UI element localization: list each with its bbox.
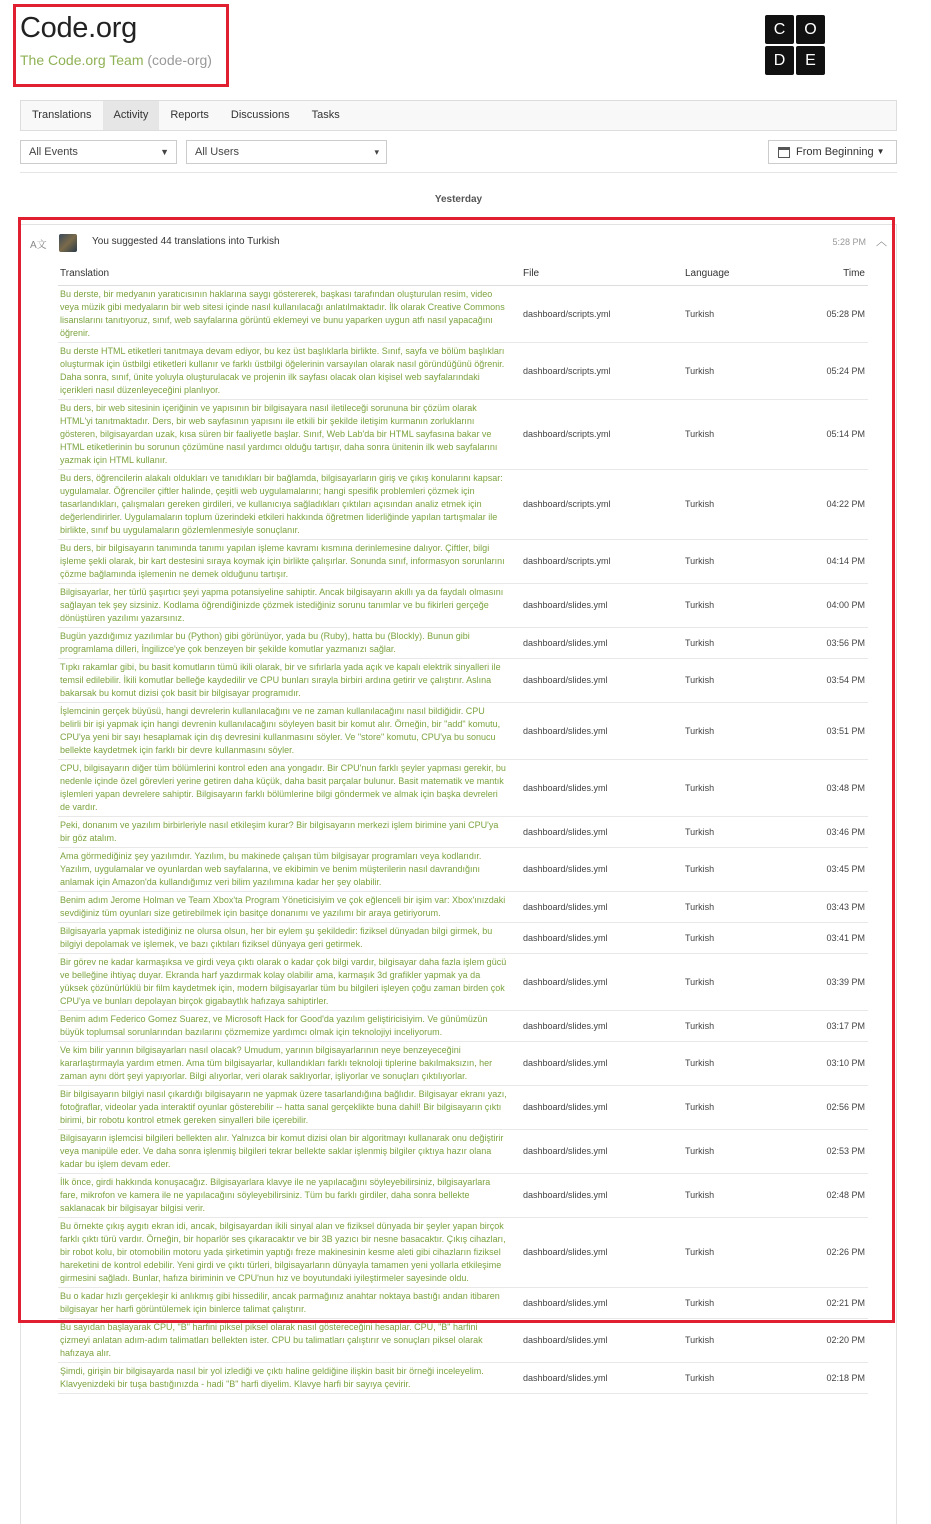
table-row[interactable] [58,342,868,399]
translation-text-cell[interactable]: Tıpkı rakamlar gibi, bu basit komutların tümü ikili olarak, bir ve sıfırlarla yada açık ve kapalı elektrik sinyalleri ile temsil edilebilir. İkili komutlar belleğe kaydedilir ve CPU bunları sırayla birbiri ardına getirir ve çalıştırır. Aslına bakarsak bu komut dizisi çok basit bir bilgisayar programıdır. [58,658,521,702]
table-row[interactable] [58,1041,868,1085]
time-cell: 03:39 PM [783,953,868,1010]
time-cell: 04:22 PM [783,469,868,539]
table-row[interactable] [58,539,868,583]
activity-time: 5:28 PM [832,237,866,247]
language-cell: Turkish [683,583,783,627]
language-cell: Turkish [683,1217,783,1287]
time-cell: 02:53 PM [783,1129,868,1173]
file-cell: dashboard/slides.yml [521,583,683,627]
activity-item-header[interactable] [21,225,896,259]
events-filter-value: All Events [29,146,78,158]
table-row[interactable] [58,1217,868,1287]
calendar-icon [778,147,790,158]
language-cell: Turkish [683,1173,783,1217]
translation-text-cell[interactable]: Peki, donanım ve yazılım birbirleriyle nasıl etkileşim kurar? Bir bilgisayarın merkezi işlem birimine yani CPU'ya bir göz atalım. [58,816,521,847]
collapse-chevron-icon[interactable]: ︿ [876,236,887,248]
language-cell: Turkish [683,1041,783,1085]
file-cell: dashboard/slides.yml [521,816,683,847]
file-cell: dashboard/slides.yml [521,1129,683,1173]
file-cell: dashboard/slides.yml [521,953,683,1010]
language-cell: Turkish [683,1085,783,1129]
date-range-button[interactable] [768,140,897,164]
time-cell: 04:00 PM [783,583,868,627]
time-cell: 03:45 PM [783,847,868,891]
activity-summary: You suggested 44 translations into Turkish [92,236,280,247]
translation-text-cell[interactable]: Bu ders, bir web sitesinin içeriğinin ve yapısının bir bilgisayara nasıl iletileceği sorununa bir çözüm olarak HTML'yi tanıtmaktadır. Ders, bir web sayfasının yapısını ile etkili bir şekilde iletişim kurmanın zorluklarını gösteren, bilgisayardan uzak, kısa süren bir faaliyetle başlar. Sınıf, Web Lab'da bir HTML sayfasına bakar ve HTML etiketlerinin bu sorunun çözümüne nasıl yardımcı olduğu tartışır, daha sonra ünitenin ilk web sayfalarını yazmak için HTML kullanır. [58,399,521,469]
tab-translations[interactable]: Translations [32,109,92,121]
file-cell: dashboard/scripts.yml [521,539,683,583]
time-cell: 02:20 PM [783,1318,868,1362]
column-header-translation: Translation [58,265,521,285]
team-slug: (code-org) [147,52,212,68]
column-header-file: File [521,265,683,285]
project-title: Code.org [20,12,137,44]
table-row[interactable] [58,816,868,847]
translation-text-cell[interactable]: Bu ders, öğrencilerin alakalı oldukları ve tanıdıkları bir bağlamda, bilgisayarların giriş ve çıkış konularını kapsar: uygulamalar. Öğrenciler çiftler halinde, çeşitli web uygulamalarını; hangi spesifik problemleri çözmek için tasarlandıkları, çalışmaları gereken girdileri, ve kullanıcıya sağladıkları çıktıları açısından analiz etmek için değerlendirirler. Uygulamaların toplum üzerindeki etkileri hakkında öğretmen liderliğinde yapılan tartışmalar ile birlikte, sınıf bu uygulamaların gözlemlenmesiyle sonuçlanır. [58,469,521,539]
language-cell: Turkish [683,627,783,658]
file-cell: dashboard/slides.yml [521,847,683,891]
language-cell: Turkish [683,953,783,1010]
language-cell: Turkish [683,891,783,922]
time-cell: 04:14 PM [783,539,868,583]
translation-text-cell[interactable]: Ama görmediğiniz şey yazılımdır. Yazılım, bu makinede çalışan tüm bilgisayar programları veya kodlarıdır. Yazılım, uygulamalar ve oyunlardan web sayfalarına, ve ekibimin ve benim müşterilerin nasıl davrandığını anlamak için Amazon'da kullandığımız veri bilim yazılımına kadar her şey olabilir. [58,847,521,891]
table-row[interactable] [58,1173,868,1217]
table-row[interactable] [58,1287,868,1318]
table-row[interactable] [58,399,868,469]
table-row[interactable] [58,583,868,627]
table-row[interactable] [58,1362,868,1393]
file-cell: dashboard/slides.yml [521,1085,683,1129]
table-row[interactable] [58,953,868,1010]
language-cell: Turkish [683,1287,783,1318]
users-filter-value: All Users [195,146,240,158]
translation-text-cell[interactable]: Bu sayıdan başlayarak CPU, "B" harfini piksel piksel olarak nasıl göstereceğini hesaplar. CPU, "B" harfini çizmeyi anlatan adım-adım talimatları bellekten ister. CPU bu talimatları çalıştırır ve sonuçları piksel olarak hafızaya alır. [58,1318,521,1362]
time-cell: 02:18 PM [783,1362,868,1393]
language-cell: Turkish [683,1129,783,1173]
translation-text-cell[interactable]: Bilgisayarın işlemcisi bilgileri bellekten alır. Yalnızca bir komut dizisi olan bir algoritmayı kullanarak onu değiştirir veya manipüle eder. Ve daha sonra işlenmiş bilgileri tekrar bellekte saklar işlenmiş bilgiler çıktıya hazır olana kadar bu işlem devam eder. [58,1129,521,1173]
translate-icon: A文 [30,240,47,251]
file-cell: dashboard/scripts.yml [521,342,683,399]
time-cell: 02:26 PM [783,1217,868,1287]
translation-text-cell[interactable]: Bu örnekte çıkış aygıtı ekran idi, ancak, bilgisayardan ikili sinyal alan ve fiziksel dünyada bir şeyler yapan birçok farklı çıktı türü vardır. Örneğin, bir hoparlör ses çıkaracaktır ve bir 3B yazıcı bir nesne basacaktır. Çıkış cihazları, bir robot kolu, bir otomobilin motoru yada şirketimin yaptığı freze makinesinin kesme aleti gibi cihazların fiziksel hareketini de kontrol edebilir. Yeni girdi ve çıktı türleri, bilgisayarların dünyayla tamamen yeni yollarla etkileşime girmesini sağladı. Bunlar, hafıza biriminin ve CPU'nun hız ve boyutundaki iyileştirmeler sayesinde oldu. [58,1217,521,1287]
file-cell: dashboard/scripts.yml [521,469,683,539]
time-cell: 03:17 PM [783,1010,868,1041]
logo-letter: D [765,46,794,75]
time-cell: 05:28 PM [783,285,868,342]
events-filter-select[interactable] [20,140,177,164]
time-cell: 03:10 PM [783,1041,868,1085]
table-row[interactable] [58,1129,868,1173]
column-header-time: Time [783,265,868,285]
time-cell: 02:48 PM [783,1173,868,1217]
project-tabs [20,100,897,131]
logo-letter: O [796,15,825,44]
time-cell: 03:48 PM [783,759,868,816]
time-cell: 02:21 PM [783,1287,868,1318]
activity-item [20,224,897,1524]
translation-text-cell[interactable]: Bir görev ne kadar karmaşıksa ve girdi veya çıktı olarak o kadar çok bilgi vardır, bilgisayar daha fazla işlem gücü ve belleğine ihtiyaç duyar. Ekranda harf yazdırmak kolay olabilir ama, karmaşık 3d grafikler yapmak ya da yüksek çözünürlüklü bir film kaydetmek için, modern bilgisayarlar tüm bu bilgileri işleyen çoğu zaman birden çok CPU'ya ve bunları depolayan birçok gigabaytlık hafızaya sahiptirler. [58,953,521,1010]
translation-text-cell[interactable]: Bugün yazdığımız yazılımlar bu (Python) gibi görünüyor, yada bu (Ruby), hatta bu (Blockly). Bunun gibi programlama dilleri, İngilizce'ye çok benzeyen bir şekilde komutlar yazmanızı sağlar. [58,627,521,658]
table-row[interactable] [58,658,868,702]
file-cell: dashboard/slides.yml [521,1010,683,1041]
translation-text-cell[interactable]: Benim adım Jerome Holman ve Team Xbox'ta Program Yöneticisiyim ve çok eğlenceli bir işim var: Xbox'ınızdaki sevdiğiniz tüm oyunları size getirebilmek için basitçe donanımı ve yazılımı bir araya getiriyorum. [58,891,521,922]
team-link[interactable] [20,52,212,68]
language-cell: Turkish [683,702,783,759]
column-header-language: Language [683,265,783,285]
date-group-header: Yesterday [434,194,483,205]
time-cell: 03:46 PM [783,816,868,847]
language-cell: Turkish [683,922,783,953]
file-cell: dashboard/slides.yml [521,759,683,816]
table-row[interactable] [58,1318,868,1362]
divider [20,172,897,173]
table-row[interactable] [58,891,868,922]
translations-table-body [58,285,868,1393]
tab-tasks[interactable]: Tasks [311,109,340,121]
table-row[interactable] [58,759,868,816]
language-cell: Turkish [683,1318,783,1362]
time-cell: 03:41 PM [783,922,868,953]
translation-text-cell[interactable]: Bu o kadar hızlı gerçekleşir ki anlıkmış gibi hissedilir, ancak parmağınız anahtar noktaya bastığı andan itibaren bilgisayar her harfi görüntülemek için binlerce talimat çalıştırır. [58,1287,521,1318]
table-row[interactable] [58,702,868,759]
translation-text-cell[interactable]: Bilgisayarla yapmak istediğiniz ne olursa olsun, her bir eylem şu şekildedir: fiziksel dünyadan bilgi girmek, bu bilgiyi depolamak ve işlemek, ve bazı çıktıları fiziksel dünyaya geri getirmek. [58,922,521,953]
time-cell: 03:56 PM [783,627,868,658]
time-cell: 03:51 PM [783,702,868,759]
translation-text-cell[interactable]: Benim adım Federico Gomez Suarez, ve Microsoft Hack for Good'da yazılım geliştiricisiyim. Ve günümüzün büyük toplumsal sorunlarından bazılarını çözmemize yardımcı olmak için teknolojiyi inceliyorum. [58,1010,521,1041]
team-name[interactable]: The Code.org Team [20,52,144,68]
file-cell: dashboard/slides.yml [521,922,683,953]
file-cell: dashboard/slides.yml [521,702,683,759]
file-cell: dashboard/scripts.yml [521,399,683,469]
language-cell: Turkish [683,285,783,342]
time-cell: 02:56 PM [783,1085,868,1129]
file-cell: dashboard/slides.yml [521,658,683,702]
translation-text-cell[interactable]: Bu ders, bir bilgisayarın tanımında tanımı yapılan işleme kavramı kısmına derinlemesine dalıyor. Çiftler, bilgi işleme şekli olarak, bir kart destesini sıraya koymak için birlikte çalışırlar. Sonunda sınıf, informasyon sorunlarını çözme bağlamında işlemenin ne demek olduğunu tartışır. [58,539,521,583]
time-cell: 05:24 PM [783,342,868,399]
tab-activity[interactable]: Activity [103,101,160,130]
translation-text-cell[interactable]: Şimdi, girişin bir bilgisayarda nasıl bir yol izlediği ve çıktı haline geldiğine ilişkin basit bir örneği inceleyelim. Klavyenizdeki bir tuşa bastığınızda - hadi "B" harfi diyelim. Klavye harfi bir sayıya çevirir. [58,1362,521,1393]
language-cell: Turkish [683,1010,783,1041]
caret-down-icon: ▼ [876,147,885,156]
tab-reports[interactable]: Reports [170,109,209,121]
dropdown-arrow-icon: ▾ [374,147,379,157]
translation-text-cell[interactable]: Bu derste HTML etiketleri tanıtmaya devam ediyor, bu kez üst başlıklarla birlikte. Sınıf, sayfa ve bölüm başlıkları oluşturmak için üstbilgi etiketleri kullanır ve farklı üstbilgi öğelerinin varsayılan olarak nasıl göründüğünü öğrenir. Daha sonra, sınıf, ünite yoluyla oluşturulacak ve projenin ilk sayfası olacak olan kişisel web sayfalarındaki içerikleri nasıl düzenleyeceğini planlıyor. [58,342,521,399]
file-cell: dashboard/slides.yml [521,891,683,922]
table-row[interactable] [58,469,868,539]
table-row[interactable] [58,627,868,658]
translation-text-cell[interactable]: Bir bilgisayarın bilgiyi nasıl çıkardığı bilgisayarın ne yapmak üzere tasarlandığına bağlıdır. Bilgisayar ekranı yazı, fotoğraflar, videolar yada interaktif oyunlar gösterebilir -- hatta sanal gerçeklikte buna dahil! Bir bilgisayarın çıktı birimi, bir robotu kontrol etmek gereken sinyalleri bile içerebilir. [58,1085,521,1129]
dropdown-arrow-icon: ▼ [160,147,169,157]
language-cell: Turkish [683,847,783,891]
translation-text-cell[interactable]: İlk önce, girdi hakkında konuşacağız. Bilgisayarlara klavye ile ne yapılacağını söyleyebilirsiniz, bilgisayarlara fare, mikrofon ve kamera ile ne yapılacağını söyleyebilirsiniz. Tüm bu farklı girdiler, daha sonra bellekte saklanacak bir bilgisayar bilgisi verir. [58,1173,521,1217]
logo-letter: E [796,46,825,75]
time-cell: 03:54 PM [783,658,868,702]
translation-text-cell[interactable]: Ve kim bilir yarının bilgisayarları nasıl olacak? Umudum, yarının bilgisayarlarının neye benzeyeceğini kararlaştırmayla yardım etmen. Ama tüm bilgisayarlar, kullandıkları farklı teknoloji tiplerine bakılmaksızın, her zaman aynı dört şeyi yapıyorlar. Bilgi alıyorlar, veri olarak saklıyorlar, işliyorlar ve sonuçları çıktılıyorlar. [58,1041,521,1085]
translation-text-cell[interactable]: CPU, bilgisayarın diğer tüm bölümlerini kontrol eden ana yongadır. Bir CPU'nun farklı şeyler yapması gerekir, bu nedenle içinde özel görevleri yerine getiren daha küçük, daha basit parçalar bulunur. Basit matematik ve mantık işlemleri yapan devrelere sahiptir. Bilgisayarın farklı bölümlerine bilgi göndermek ve almak için başka devreleri de vardır. [58,759,521,816]
table-row[interactable] [58,1085,868,1129]
date-range-label: From Beginning [796,146,874,158]
table-row[interactable] [58,922,868,953]
avatar [59,234,77,252]
table-row[interactable] [58,1010,868,1041]
file-cell: dashboard/slides.yml [521,1318,683,1362]
language-cell: Turkish [683,399,783,469]
file-cell: dashboard/slides.yml [521,1287,683,1318]
translation-text-cell[interactable]: Bu derste, bir medyanın yaratıcısının haklarına saygı göstererek, başkası tarafından oluşturulan resim, video veya müzik gibi medyaların bir web sitesi içinde nasıl kullanılacağı anlatılmaktadır. İlk olarak Creative Commons lisanslarını tanıtıyoruz, sınıf, web sayfalarına görüntü eklemeyi ve bunu yaparken uygun atfı nasıl yapacağını öğrenir. [58,285,521,342]
language-cell: Turkish [683,658,783,702]
time-cell: 05:14 PM [783,399,868,469]
file-cell: dashboard/slides.yml [521,1217,683,1287]
file-cell: dashboard/slides.yml [521,1041,683,1085]
language-cell: Turkish [683,759,783,816]
file-cell: dashboard/slides.yml [521,1362,683,1393]
tab-discussions[interactable]: Discussions [230,109,290,121]
table-row[interactable] [58,285,868,342]
file-cell: dashboard/slides.yml [521,627,683,658]
time-cell: 03:43 PM [783,891,868,922]
file-cell: dashboard/slides.yml [521,1173,683,1217]
table-row[interactable] [58,847,868,891]
language-cell: Turkish [683,469,783,539]
translations-table [58,265,868,1394]
translation-text-cell[interactable]: İşlemcinin gerçek büyüsü, hangi devrelerin kullanılacağını ve ne zaman kullanılacağını nasıl bildiğidir. CPU belirli bir işi yapmak için hangi devrenin kullanılacağını söyleyen basit bir komut alır. Örneğin, bir "add" komutu, CPU'ya yeni bir sayı hesaplamak için dış devresini kullanmasını söyler. Ve "store" komutu, CPU'ya bu sonucu bellekte kaydetmek için farklı bir devre kullanmasını söyler. [58,702,521,759]
language-cell: Turkish [683,539,783,583]
language-cell: Turkish [683,816,783,847]
users-filter-select[interactable] [186,140,387,164]
language-cell: Turkish [683,342,783,399]
code-logo [765,15,825,75]
table-header-row [58,265,868,285]
translation-text-cell[interactable]: Bilgisayarlar, her türlü şaşırtıcı şeyi yapma potansiyeline sahiptir. Ancak bilgisayarın akıllı ya da faydalı olmasını sağlayan tek şey sizsiniz. Kodlama öğrendiğinizde çözmek istediğiniz sorunu tanımlar ve bu fikirleri gerçeğe dönüştüren yazılımı yazarsınız. [58,583,521,627]
file-cell: dashboard/scripts.yml [521,285,683,342]
logo-letter: C [765,15,794,44]
language-cell: Turkish [683,1362,783,1393]
